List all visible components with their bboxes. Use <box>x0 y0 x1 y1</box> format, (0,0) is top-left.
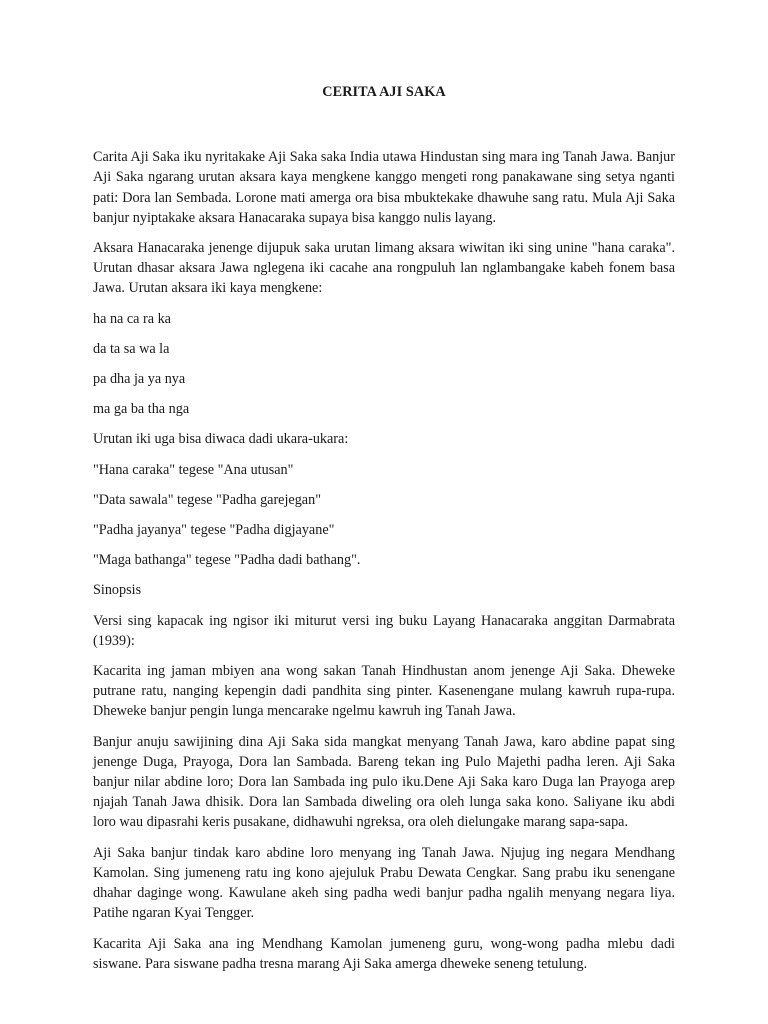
document-page <box>93 82 675 984</box>
ukara-line-1: "Hana caraka" tegese "Ana utusan" <box>93 461 294 478</box>
paragraph-banjur: Banjur anuju sawijining dina Aji Saka sida mangkat menyang Tanah Jawa, karo abdine papat sing jenenge Duga, Prayoga, Dora lan Sambada. Bareng tekan ing Pulo Majethi padha leren. Aji Saka banjur nilar abdine loro; Dora lan Sambada ing pulo iku.Dene Aji Saka karo Duga lan Prayoga arep njajah Tanah Jawa dhisik. Dora lan Sambada diweling ora oleh lunga saka kono. Saliyane iku abdi loro wau dipasrahi keris pusakane, didhawuhi ngreksa, ora oleh dielungake marang sapa-sapa. <box>93 733 675 831</box>
aksara-row-4: ma ga ba tha nga <box>93 401 190 418</box>
paragraph-ukara-intro: Urutan iki uga bisa diwaca dadi ukara-ukara: <box>93 431 349 448</box>
ukara-line-4: "Maga bathanga" tegese "Padha dadi bathang". <box>93 552 361 569</box>
aksara-row-2: da ta sa wa la <box>93 340 170 357</box>
paragraph-guru: Kacarita Aji Saka ana ing Mendhang Kamolan jumeneng guru, wong-wong padha mlebu dadi siswane. Para siswane padha tresna marang Aji Saka amerga dheweke seneng tetulung. <box>93 935 675 972</box>
paragraph-aksara: Aksara Hanacaraka jenenge dijupuk saka urutan limang aksara wiwitan iki sing unine "hana caraka". Urutan dhasar aksara Jawa nglegena iki cacahe ana rongpuluh lan nglambangake kabeh fonem basa Jawa. Urutan aksara iki kaya mengkene: <box>93 240 675 297</box>
aksara-row-1: ha na ca ra ka <box>93 310 171 327</box>
paragraph-tindak: Aji Saka banjur tindak karo abdine loro menyang ing Tanah Jawa. Njujug ing negara Mendhang Kamolan. Sing jumeneng ratu ing kono ajejuluk Prabu Dewata Cengkar. Sang prabu iku senengane dhahar daginge wong. Kawulane akeh sing padha wedi banjur padha ngalih menyang negara liya. Patihe ngaran Kyai Tengger. <box>93 844 675 922</box>
document-title: CERITA AJI SAKA <box>322 84 446 100</box>
aksara-row-3: pa dha ja ya nya <box>93 371 186 388</box>
paragraph-kacarita: Kacarita ing jaman mbiyen ana wong sakan Tanah Hindhustan anom jenenge Aji Saka. Dheweke putrane ratu, nanging kepengin dadi pandhita sing pinter. Kasenengane mulang kawruh rupa-rupa. Dheweke banjur pengin lunga mencarake ngelmu kawruh ing Tanah Jawa. <box>93 663 675 720</box>
section-heading-sinopsis: Sinopsis <box>93 582 142 599</box>
paragraph-intro: Carita Aji Saka iku nyritakake Aji Saka saka India utawa Hindustan sing mara ing Tanah Jawa. Banjur Aji Saka ngarang urutan aksara kaya mengkene kanggo mengeti rong panakawane sing setya nganti pati: Dora lan Sembada. Lorone mati amerga ora bisa mbuktekake dhawuhe sang ratu. Mula Aji Saka banjur nyiptakake aksara Hanacaraka supaya bisa kanggo nulis layang. <box>93 149 675 226</box>
ukara-line-2: "Data sawala" tegese "Padha garejegan" <box>93 491 321 508</box>
paragraph-versi: Versi sing kapacak ing ngisor iki miturut versi ing buku Layang Hanacaraka anggitan Darmabrata (1939): <box>93 612 675 649</box>
ukara-line-3: "Padha jayanya" tegese "Padha digjayane" <box>93 522 335 539</box>
